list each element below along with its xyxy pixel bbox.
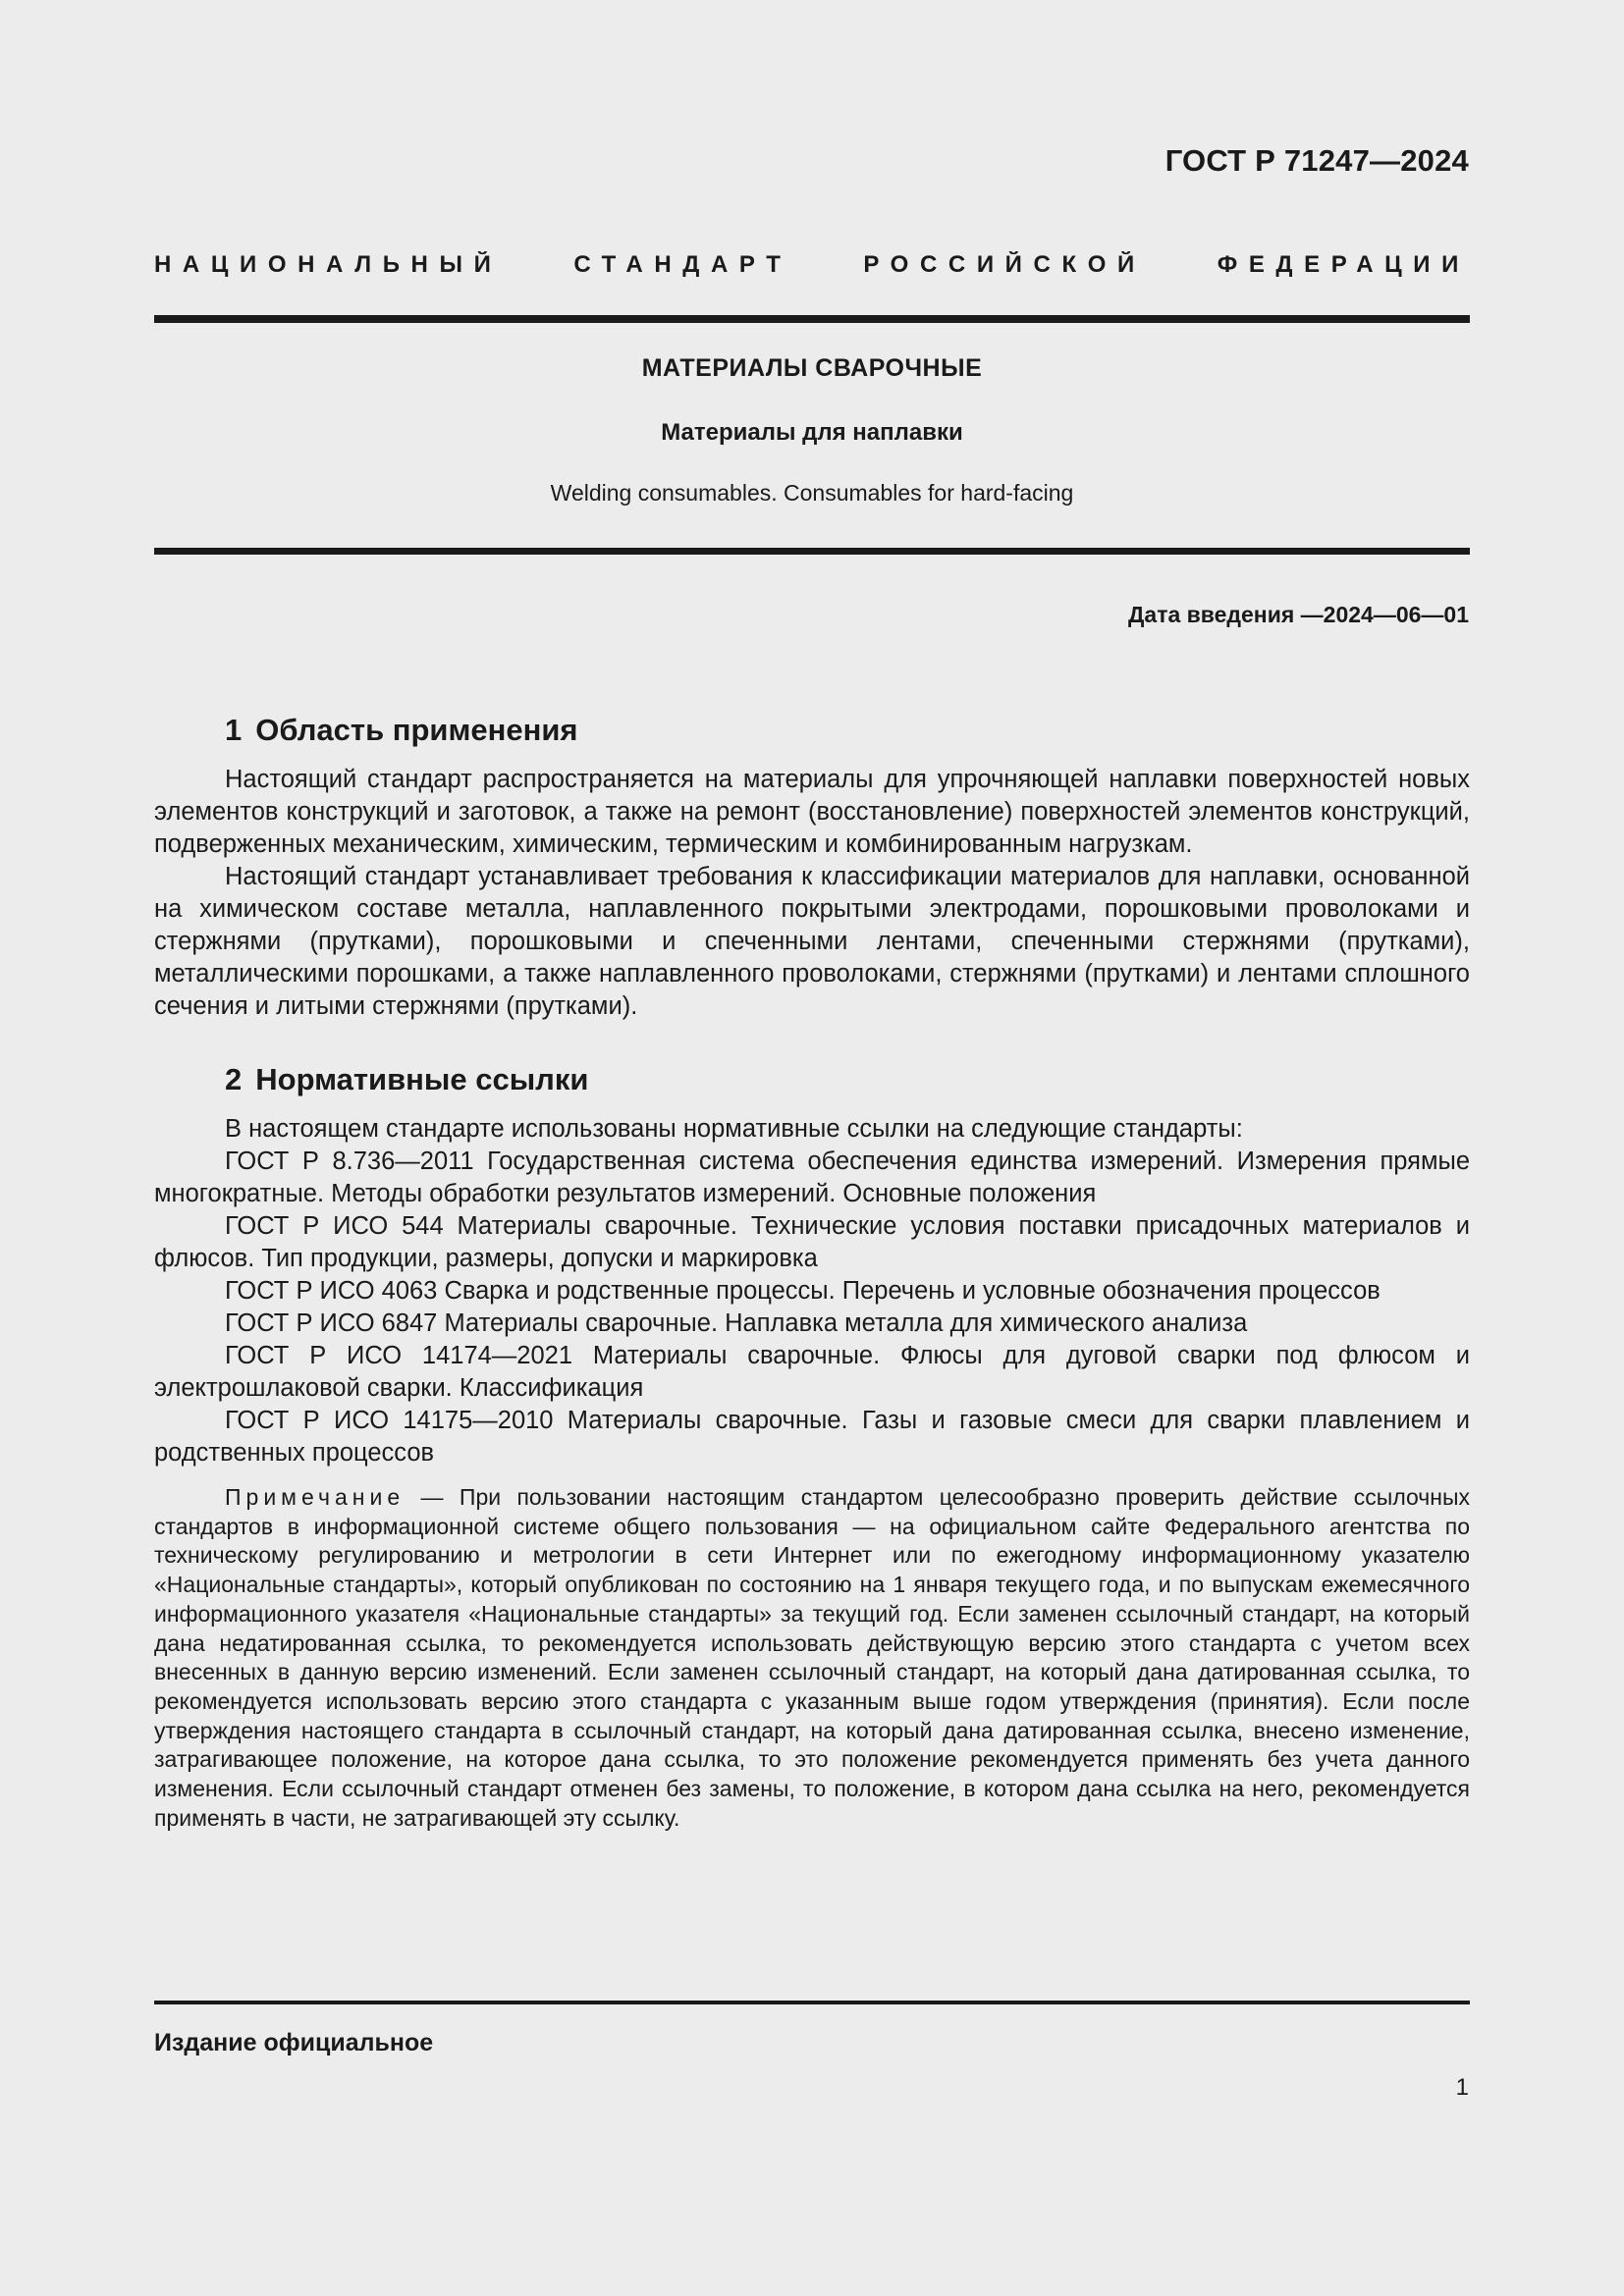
section-normative-references: [154, 1060, 1470, 1833]
paragraph: Настоящий стандарт распространяется на материалы для упрочняющей наплавки поверхностей новых элементов конструкций и заготовок, а также на ремонт (восстановление) поверхностей элементов конструкций, подверженных механическим, химическим, термическим и комбинированным нагрузкам.: [154, 766, 1470, 858]
section-number: 1: [225, 713, 243, 747]
reference-item: ГОСТ Р ИСО 6847 Материалы сварочные. Наплавка металла для химического анализа: [225, 1309, 1248, 1337]
paragraph: В настоящем стандарте использованы нормативные ссылки на следующие стандарты:: [225, 1115, 1243, 1143]
document-code: ГОСТ Р 71247—2024: [1164, 143, 1469, 178]
paragraph: Настоящий стандарт устанавливает требования к классификации материалов для наплавки, основанной на химическом составе металла, наплавленного покрытыми электродами, порошковыми проволоками и стержнями (прутками), порошковыми и спеченными лентами, спеченными стержнями (прутками), металлическими порошками, а также наплавленного проволоками, стержнями (прутками) и лентами сплошного сечения и литыми стержнями (прутками).: [154, 863, 1470, 1020]
document-body: [154, 711, 1470, 1855]
national-standard-header: НАЦИОНАЛЬНЫЙ СТАНДАРТ РОССИЙСКОЙ ФЕДЕРАЦИИ: [154, 251, 1470, 278]
title-divider: [154, 548, 1470, 555]
section-number: 2: [225, 1062, 243, 1096]
english-title: Welding consumables. Consumables for hard-facing: [550, 480, 1074, 506]
footer-divider: [154, 2001, 1470, 2004]
document-title: МАТЕРИАЛЫ СВАРОЧНЫЕ: [641, 354, 983, 382]
reference-item: ГОСТ Р ИСО 544 Материалы сварочные. Технические условия поставки присадочных материалов и флюсов. Тип продукции, размеры, допуски и маркировка: [154, 1212, 1470, 1272]
section-scope: [154, 711, 1470, 1023]
section-title: Нормативные ссылки: [255, 1062, 589, 1096]
reference-item: ГОСТ Р ИСО 14174—2021 Материалы сварочные. Флюсы для дуговой сварки под флюсом и электрошлаковой сварки. Классификация: [154, 1342, 1470, 1402]
header-divider: [154, 315, 1470, 323]
introduction-date: Дата введения —2024—06—01: [1128, 602, 1469, 627]
section-title: Область применения: [255, 713, 578, 747]
note-text: — При пользовании настоящим стандартом целесообразно проверить действие ссылочных стандартов в информационной системе общего пользования — на официальном сайте Федерального агентства по техническому регулированию и метрологии в сети Интернет или по ежегодному информационному указателю «Национальные стандарты», который опубликован по состоянию на 1 января текущего года, и по выпускам ежемесячного информационного указателя «Национальные стандарты» за текущий год. Если заменен ссылочный стандарт, на который дана недатированная ссылка, то рекомендуется использовать действующую версию этого стандарта с учетом всех внесенных в данную версию изменений. Если заменен ссылочный стандарт, на который дана датированная ссылка, то рекомендуется использовать версию этого стандарта с указанным выше годом утверждения (принятия). Если после утверждения настоящего стандарта в ссылочный стандарт, на который дана датированная ссылка, внесено изменение, затрагивающее положение, на которое дана ссылка, то это положение рекомендуется применять без учета данного изменения. Если ссылочный стандарт отменен без замены, то положение, в котором дана ссылка на него, рекомендуется применять в части, не затрагивающей эту ссылку.: [154, 1484, 1470, 1831]
note-label: Примечание: [225, 1484, 406, 1510]
note: [154, 1483, 1470, 1833]
section-heading: [225, 711, 1470, 750]
page-number: 1: [1455, 2074, 1469, 2101]
reference-item: ГОСТ Р 8.736—2011 Государственная система обеспечения единства измерений. Измерения прямые многократные. Методы обработки результатов измерений. Основные положения: [154, 1148, 1470, 1207]
edition-label: Издание официальное: [154, 2029, 434, 2056]
document-subtitle: Материалы для наплавки: [661, 419, 963, 446]
reference-item: ГОСТ Р ИСО 4063 Сварка и родственные процессы. Перечень и условные обозначения процессов: [225, 1277, 1380, 1305]
section-heading: [225, 1060, 1470, 1099]
reference-item: ГОСТ Р ИСО 14175—2010 Материалы сварочные. Газы и газовые смеси для сварки плавлением и родственных процессов: [154, 1407, 1470, 1467]
